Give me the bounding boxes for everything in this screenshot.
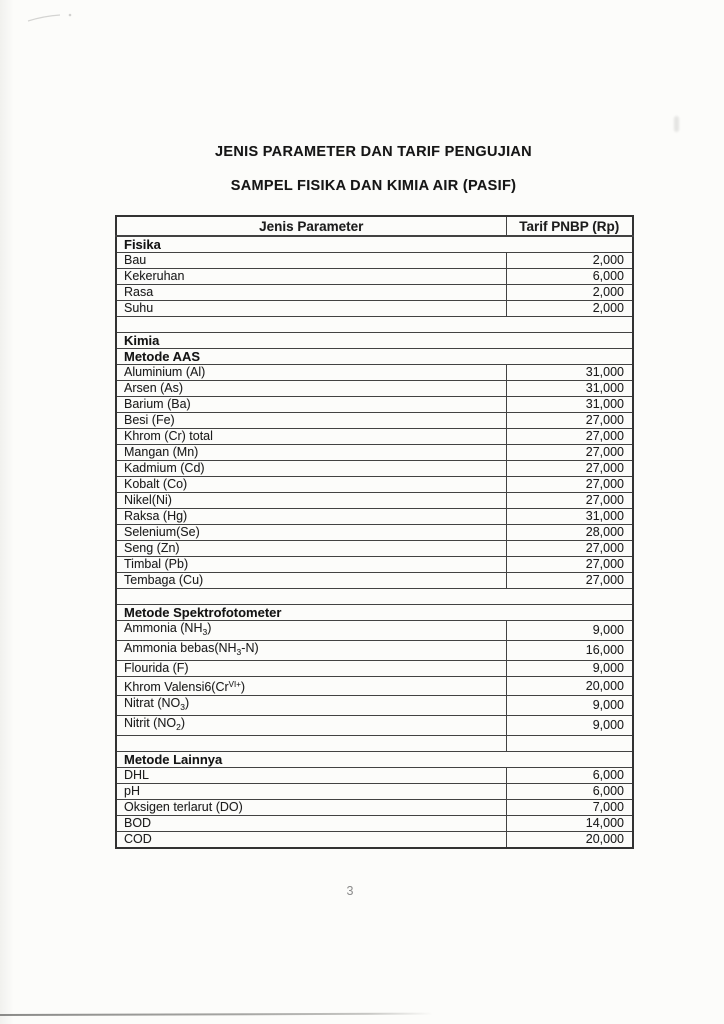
- empty-cell: [116, 589, 633, 605]
- table-row: [116, 493, 633, 509]
- tarif-cell: 6,000: [506, 269, 633, 285]
- parameter-cell: Arsen (As): [116, 381, 506, 397]
- tarif-cell: 2,000: [506, 301, 633, 317]
- tarif-cell: 9,000: [506, 696, 633, 716]
- parameter-cell: Oksigen terlarut (DO): [116, 800, 506, 816]
- parameter-cell: Ammonia $bebas(NH_3-N)$: [116, 641, 506, 661]
- table-row: [116, 677, 633, 696]
- table-row: [116, 716, 633, 736]
- tarif-cell: 27,000: [506, 477, 633, 493]
- table-row: [116, 461, 633, 477]
- tarif-cell: 9,000: [506, 716, 633, 736]
- spacer-row: [116, 736, 633, 752]
- parameter-cell: Barium (Ba): [116, 397, 506, 413]
- tarif-cell: 2,000: [506, 285, 633, 301]
- tarif-cell: 6,000: [506, 768, 633, 784]
- table-row: [116, 641, 633, 661]
- parameter-cell: Rasa: [116, 285, 506, 301]
- parameter-cell: Mangan (Mn): [116, 445, 506, 461]
- table-row: [116, 397, 633, 413]
- empty-cell: [116, 317, 633, 333]
- table-row: [116, 413, 633, 429]
- parameter-cell: Aluminium (Al): [116, 365, 506, 381]
- table-row: [116, 557, 633, 573]
- parameter-cell: pH: [116, 784, 506, 800]
- tarif-cell: 28,000: [506, 525, 633, 541]
- parameter-cell: COD: [116, 832, 506, 849]
- empty-cell: [506, 736, 633, 752]
- document-header: [115, 144, 632, 212]
- tarif-cell: 9,000: [506, 621, 633, 641]
- tarif-cell: 27,000: [506, 413, 633, 429]
- table-row: [116, 541, 633, 557]
- parameter-cell: BOD: [116, 816, 506, 832]
- parameter-cell: Nikel(Ni): [116, 493, 506, 509]
- parameter-cell: Ammonia $(NH_3)$: [116, 621, 506, 641]
- table-row: [116, 285, 633, 301]
- parameter-cell: Raksa (Hg): [116, 509, 506, 525]
- section-header-row: [116, 236, 633, 253]
- parameter-cell: Bau: [116, 253, 506, 269]
- parameter-cell: Selenium(Se): [116, 525, 506, 541]
- table-row: [116, 429, 633, 445]
- tarif-cell: 6,000: [506, 784, 633, 800]
- parameter-cell: Timbal (Pb): [116, 557, 506, 573]
- scan-line-artifact: [0, 1013, 433, 1016]
- parameter-cell: Suhu: [116, 301, 506, 317]
- scan-smudge-artifact: [674, 116, 679, 132]
- section-header-cell: Metode AAS: [116, 349, 633, 365]
- tarif-cell: 27,000: [506, 557, 633, 573]
- tarif-cell: 27,000: [506, 493, 633, 509]
- section-header-cell: Metode Lainnya: [116, 752, 633, 768]
- parameter-cell: Kobalt (Co): [116, 477, 506, 493]
- table-row: [116, 445, 633, 461]
- section-header-row: [116, 349, 633, 365]
- document-title-line2: SAMPEL FISIKA DAN KIMIA AIR (PASIF): [230, 178, 517, 194]
- tarif-cell: 31,000: [506, 509, 633, 525]
- table-row: [116, 525, 633, 541]
- table-row: [116, 573, 633, 589]
- section-header-row: [116, 333, 633, 349]
- parameter-cell: DHL: [116, 768, 506, 784]
- parameter-cell: Kekeruhan: [116, 269, 506, 285]
- section-header-cell: Fisika: [116, 236, 633, 253]
- section-header-cell: Metode Spektrofotometer: [116, 605, 633, 621]
- table-row: [116, 301, 633, 317]
- parameter-cell: Kadmium (Cd): [116, 461, 506, 477]
- table-row: [116, 816, 633, 832]
- table-row: [116, 784, 633, 800]
- page-number: 3: [346, 884, 354, 898]
- tarif-cell: 27,000: [506, 541, 633, 557]
- table-row: [116, 621, 633, 641]
- tarif-cell: 14,000: [506, 816, 633, 832]
- tarif-cell: 20,000: [506, 832, 633, 849]
- parameter-cell: Nitrat $(NO_3)$: [116, 696, 506, 716]
- tarif-cell: 7,000: [506, 800, 633, 816]
- parameter-cell: Tembaga (Cu): [116, 573, 506, 589]
- section-header-row: [116, 605, 633, 621]
- tarif-cell: 27,000: [506, 573, 633, 589]
- section-header-row: [116, 752, 633, 768]
- table-row: [116, 253, 633, 269]
- parameter-cell: Khrom (Cr) total: [116, 429, 506, 445]
- table-row: [116, 269, 633, 285]
- tarif-cell: 27,000: [506, 461, 633, 477]
- spacer-row: [116, 589, 633, 605]
- parameter-cell: Khrom $Valensi6(Cr^{VI+})$: [116, 677, 506, 696]
- tarif-cell: 9,000: [506, 661, 633, 677]
- table-row: [116, 832, 633, 849]
- document-title-line1: JENIS PARAMETER DAN TARIF PENGUJIAN: [215, 144, 532, 160]
- tarif-cell: 31,000: [506, 365, 633, 381]
- table-row: [116, 381, 633, 397]
- pencil-mark-artifact: [26, 10, 84, 26]
- empty-cell: [116, 736, 506, 752]
- table-row: [116, 661, 633, 677]
- tarif-cell: 27,000: [506, 429, 633, 445]
- spacer-row: [116, 317, 633, 333]
- column-header-tarif-pnbp: Tarif PNBP (Rp): [506, 216, 633, 236]
- table-row: [116, 365, 633, 381]
- table-row: [116, 800, 633, 816]
- table-row: [116, 696, 633, 716]
- parameter-cell: Nitrit $(NO_2)$: [116, 716, 506, 736]
- table-row: [116, 509, 633, 525]
- tarif-cell: 16,000: [506, 641, 633, 661]
- tarif-cell: 31,000: [506, 381, 633, 397]
- tariff-table-container: [115, 215, 632, 849]
- tarif-cell: 31,000: [506, 397, 633, 413]
- column-header-jenis-parameter: Jenis Parameter: [116, 216, 506, 236]
- parameter-cell: Besi (Fe): [116, 413, 506, 429]
- tariff-table: [115, 215, 634, 849]
- section-header-cell: Kimia: [116, 333, 633, 349]
- tarif-cell: 27,000: [506, 445, 633, 461]
- paper-edge-shading: [0, 0, 14, 1024]
- tarif-cell: 2,000: [506, 253, 633, 269]
- parameter-cell: Flourida (F): [116, 661, 506, 677]
- table-body: [116, 236, 633, 848]
- table-row: [116, 477, 633, 493]
- table-header-row: [116, 216, 633, 236]
- tarif-cell: 20,000: [506, 677, 633, 696]
- parameter-cell: Seng (Zn): [116, 541, 506, 557]
- table-row: [116, 768, 633, 784]
